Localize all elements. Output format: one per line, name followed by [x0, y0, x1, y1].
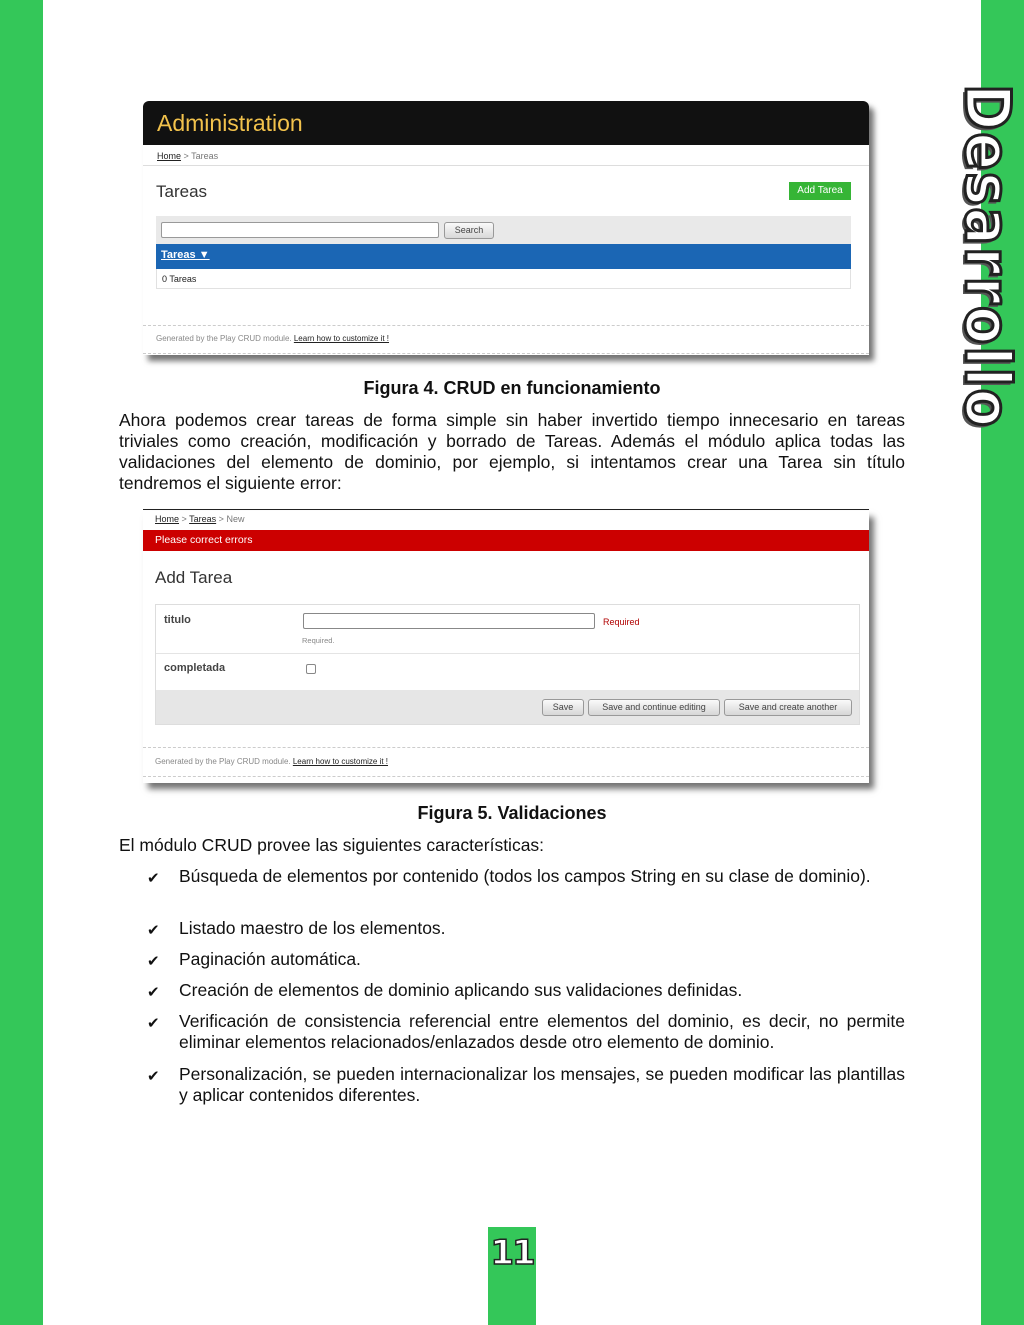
form-actions [156, 690, 859, 724]
breadcrumb-current: New [226, 514, 245, 524]
admin-title: Administration [157, 110, 303, 136]
search-button[interactable]: Search [444, 222, 494, 239]
error-banner-text: Please correct errors [155, 534, 253, 546]
list-item: Listado maestro de los elementos. [179, 918, 446, 938]
page-number-tab [488, 1227, 536, 1325]
footer-link[interactable]: Learn how to customize it ! [292, 757, 389, 766]
page-title: Add Tarea [155, 568, 233, 587]
save-continue-button[interactable]: Save and continue editing [588, 699, 720, 716]
footer-text: Generated by the Play CRUD module. [155, 757, 291, 766]
completada-checkbox[interactable] [306, 664, 316, 674]
footer [156, 334, 389, 343]
breadcrumb-current: Tareas [191, 151, 219, 161]
checkmark-icon: ✔ [147, 1067, 160, 1085]
footer-divider-bottom [143, 353, 869, 354]
breadcrumb-separator: > [183, 151, 189, 161]
paragraph-2: El módulo CRUD provee las siguientes características: [119, 835, 545, 855]
checkmark-icon: ✔ [147, 983, 160, 1001]
paragraph-1: Ahora podemos crear tareas de forma simple sin haber invertido tiempo innecesario en tareas triviales como creación, modificación y borrado de Tareas. Además el módulo aplica todas las validaciones del elemento de dominio, por ejemplo, si intentamos crear una Tarea sin título tendremos el siguiente error: [119, 410, 905, 493]
admin-topbar [143, 101, 869, 145]
titulo-input[interactable] [303, 613, 595, 629]
list-count-row [156, 269, 851, 289]
titulo-label: titulo [164, 614, 191, 626]
top-rule [143, 509, 869, 510]
error-banner [143, 530, 869, 551]
save-create-another-button[interactable]: Save and create another [724, 699, 852, 716]
section-side-title-text: Desarrollo [951, 84, 1024, 429]
page-title: Tareas [156, 182, 208, 201]
section-side-title [951, 84, 1024, 429]
save-button[interactable]: Save [542, 699, 584, 716]
footer-divider [143, 325, 869, 326]
figure5-caption: Figura 5. Validaciones [417, 803, 607, 823]
list-header-sort-link[interactable]: Tareas ▼ [161, 249, 210, 261]
breadcrumb [157, 151, 218, 161]
footer-text: Generated by the Play CRUD module. [156, 334, 292, 343]
footer-divider [143, 747, 869, 748]
add-form [155, 604, 860, 725]
figure4-caption: Figura 4. CRUD en funcionamiento [363, 378, 661, 398]
footer-link[interactable]: Learn how to customize it ! [293, 334, 390, 343]
divider [143, 165, 869, 166]
breadcrumb-home-link[interactable]: Home [157, 151, 182, 161]
titulo-hint: Required. [302, 636, 335, 645]
checkmark-icon: ✔ [147, 1014, 160, 1032]
breadcrumb-home-link[interactable]: Home [155, 514, 180, 524]
page-number: 11 [490, 1233, 534, 1273]
breadcrumb-separator: > [181, 514, 187, 524]
figure4-screenshot [143, 101, 869, 355]
left-green-border [0, 0, 43, 1325]
checkmark-icon: ✔ [147, 869, 160, 887]
list-item: Creación de elementos de dominio aplicando sus validaciones definidas. [179, 980, 743, 1000]
footer [155, 757, 388, 766]
field-divider [156, 653, 859, 654]
search-bar [156, 216, 851, 244]
list-item: Búsqueda de elementos por contenido (todos los campos String en su clase de dominio). [179, 866, 871, 886]
completada-label: completada [164, 662, 226, 674]
search-input[interactable] [161, 222, 439, 238]
footer-divider-bottom [143, 776, 869, 777]
figure5-screenshot [143, 511, 869, 783]
list-header [156, 244, 851, 269]
titulo-error: Required [603, 617, 640, 627]
list-item: Paginación automática. [179, 949, 361, 969]
list-item: Verificación de consistencia referencial entre elementos del dominio, es decir, no permite eliminar elementos relacionados/enlazados desde otro elemento de dominio. [179, 1011, 905, 1052]
breadcrumb-separator: > [218, 514, 224, 524]
checkmark-icon: ✔ [147, 952, 160, 970]
breadcrumb-tareas-link[interactable]: Tareas [189, 514, 217, 524]
checkmark-icon: ✔ [147, 921, 160, 939]
list-count: 0 Tareas [162, 274, 197, 284]
add-tarea-button[interactable]: Add Tarea [789, 182, 851, 200]
breadcrumb [155, 514, 244, 524]
list-item: Personalización, se pueden internacionalizar los mensajes, se pueden modificar las plantillas y aplicar contenidos diferentes. [179, 1064, 905, 1105]
